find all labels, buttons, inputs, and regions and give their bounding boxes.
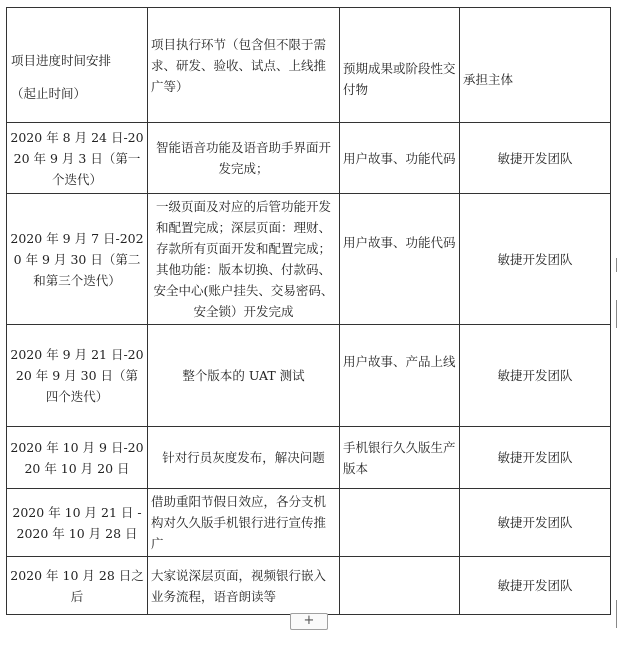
period-cell[interactable]: 2020 年 9 月 21 日-2020 年 9 月 30 日（第四个迭代） bbox=[7, 325, 148, 427]
table-row bbox=[7, 557, 611, 615]
header-deliverable-cell[interactable] bbox=[340, 8, 460, 123]
page-edge-marks bbox=[615, 0, 619, 657]
owner-cell[interactable]: 敏捷开发团队 bbox=[460, 557, 611, 615]
table-row bbox=[7, 123, 611, 194]
document-page bbox=[6, 7, 610, 615]
task-cell[interactable]: 整个版本的 UAT 测试 bbox=[148, 325, 340, 427]
add-row-button[interactable]: + bbox=[290, 613, 328, 630]
header-task-label: 项目执行环节（包含但不限于需求、研发、验收、试点、上线推广等） bbox=[151, 36, 327, 94]
owner-cell[interactable]: 敏捷开发团队 bbox=[460, 194, 611, 325]
owner-cell[interactable]: 敏捷开发团队 bbox=[460, 427, 611, 489]
deliverable-cell[interactable]: 用户故事、产品上线 bbox=[340, 325, 460, 427]
table-row bbox=[7, 325, 611, 427]
deliverable-cell[interactable]: 用户故事、功能代码 bbox=[340, 194, 460, 325]
header-schedule-sublabel: （起止时间） bbox=[11, 86, 87, 101]
deliverable-cell[interactable] bbox=[340, 557, 460, 615]
task-cell[interactable]: 针对行员灰度发布，解决问题 bbox=[148, 427, 340, 489]
owner-cell[interactable]: 敏捷开发团队 bbox=[460, 325, 611, 427]
header-schedule-cell[interactable] bbox=[7, 8, 148, 123]
period-cell[interactable]: 2020 年 8 月 24 日-2020 年 9 月 3 日（第一个迭代） bbox=[7, 123, 148, 194]
header-task-cell[interactable] bbox=[148, 8, 340, 123]
deliverable-cell[interactable]: 手机银行久久版生产版本 bbox=[340, 427, 460, 489]
task-cell[interactable]: 大家说深层页面，视频银行嵌入业务流程，语音朗读等 bbox=[148, 557, 340, 615]
header-deliverable-label: 预期成果或阶段性交付物 bbox=[343, 61, 456, 97]
header-schedule-label: 项目进度时间安排 bbox=[11, 53, 112, 68]
task-cell[interactable]: 借助重阳节假日效应，各分支机构对久久版手机银行进行宣传推广 bbox=[148, 489, 340, 557]
deliverable-cell[interactable] bbox=[340, 489, 460, 557]
table-row bbox=[7, 427, 611, 489]
table-row bbox=[7, 194, 611, 325]
period-cell[interactable]: 2020 年 10 月 21 日 -2020 年 10 月 28 日 bbox=[7, 489, 148, 557]
table-row bbox=[7, 489, 611, 557]
period-cell[interactable]: 2020 年 10 月 28 日之后 bbox=[7, 557, 148, 615]
project-schedule-table bbox=[6, 7, 611, 615]
period-cell[interactable]: 2020 年 9 月 7 日-2020 年 9 月 30 日（第二和第三个迭代） bbox=[7, 194, 148, 325]
deliverable-cell[interactable]: 用户故事、功能代码 bbox=[340, 123, 460, 194]
edge-mark bbox=[616, 600, 617, 628]
header-owner-cell[interactable] bbox=[460, 8, 611, 123]
header-owner-label: 承担主体 bbox=[463, 71, 514, 87]
owner-cell[interactable]: 敏捷开发团队 bbox=[460, 123, 611, 194]
edge-mark bbox=[616, 258, 617, 272]
task-cell[interactable]: 一级页面及对应的后管功能开发和配置完成；深层页面：理财、存款所有页面开发和配置完成；其他功能：版本切换、付款码、安全中心(账户挂失、交易密码、安全锁）开发完成 bbox=[148, 194, 340, 325]
edge-mark bbox=[616, 300, 617, 328]
table-header-row bbox=[7, 8, 611, 123]
period-cell[interactable]: 2020 年 10 月 9 日-2020 年 10 月 20 日 bbox=[7, 427, 148, 489]
owner-cell[interactable]: 敏捷开发团队 bbox=[460, 489, 611, 557]
task-cell[interactable]: 智能语音功能及语音助手界面开发完成； bbox=[148, 123, 340, 194]
